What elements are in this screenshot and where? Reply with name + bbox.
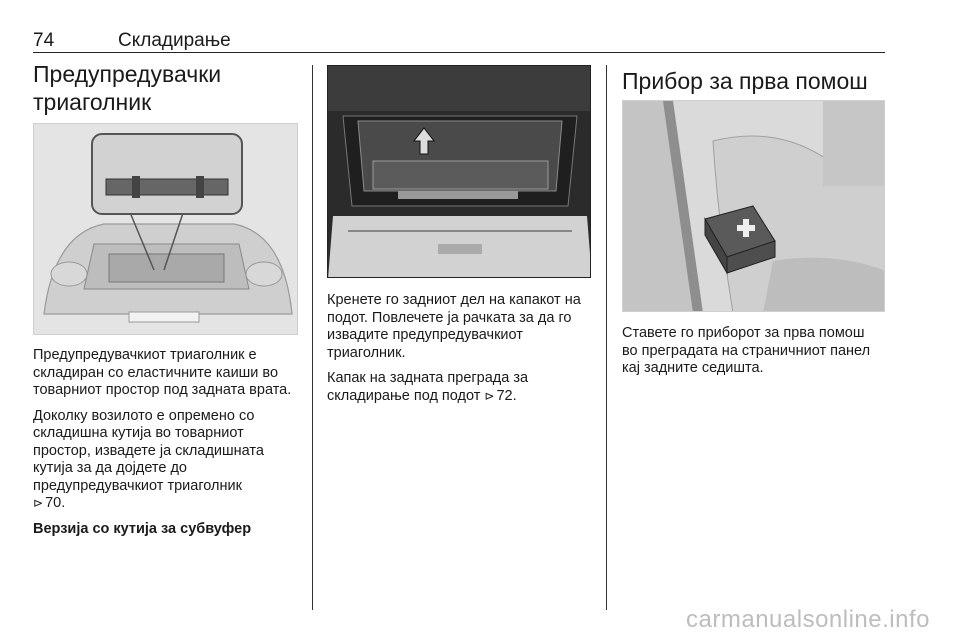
warning-triangle-illustration [33,123,298,335]
page-header [33,30,885,53]
column-divider [312,65,313,610]
left-column [33,60,301,116]
side-panel-illustration [623,101,885,312]
paragraph: Доколку возилото е опремено со складишна кутија во товарниот простор, извадете ја складишната кутија за да дојдете до предупредувачкиот триаголник [33,407,264,494]
page-reference[interactable] [33,495,301,513]
left-text-block [33,347,301,546]
car-trunk-illustration [34,124,298,335]
chapter-title: Складирање [118,30,231,51]
right-column [622,67,884,95]
section-title: Прибор за прва помош [622,68,868,94]
paragraph: Предупредувачкиот триаголник е складиран со еластичните каиши во товарниот простор под задната врата. [33,347,292,398]
right-text-block [622,325,884,386]
page-reference-icon: ⊳ [33,496,44,510]
page-reference-number[interactable]: 72. [496,387,517,404]
column-divider [606,65,607,610]
middle-text-block [327,292,597,413]
paragraph: Капак на задната преграда за складирање под подот ⊳ 72. [327,370,529,404]
page-number: 74 [33,30,55,51]
watermark: carmanualsonline.info [686,606,930,633]
section-title: Предупредувачки триаголник [33,61,222,115]
paragraph: Кренете го задниот дел на капакот на подот. Повлечете ја рачката за да го извадите предупредувачкиот триаголник. [327,292,581,361]
trunk-floor-illustration [327,65,591,278]
first-aid-kit-illustration [622,100,885,312]
page-reference-icon: ⊳ [484,388,495,403]
page-reference-number: 70. [45,495,66,511]
trunk-interior-illustration [328,66,591,278]
subheading: Верзија со кутија за субвуфер [33,520,252,537]
paragraph: Ставете го приборот за прва помош во преградата на страничниот панел кај задните седишта. [622,325,871,376]
